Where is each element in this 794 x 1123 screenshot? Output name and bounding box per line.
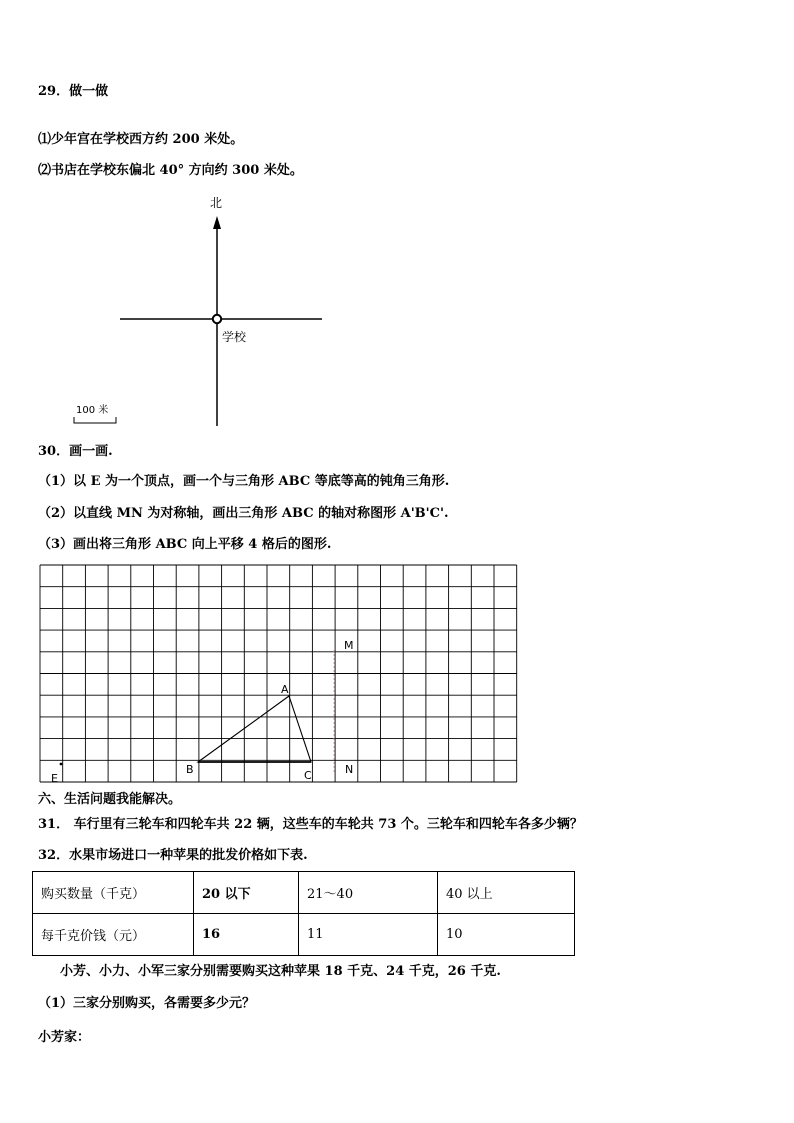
q32-intro: 32．水果市场进口一种苹果的批发价格如下表. (38, 848, 308, 863)
table-cell: 购买数量（千克） (33, 872, 194, 914)
q32-description: 小芳、小力、小军三家分别需要购买这种苹果 18 千克、24 千克，26 千克. (60, 964, 501, 979)
scale-label: 100 米 (76, 405, 109, 416)
label-a: A (281, 683, 289, 696)
table-row (33, 914, 575, 956)
school-label: 学校 (222, 330, 247, 344)
table-cell: 16 (194, 914, 299, 956)
q30-title: 30．画一画. (38, 444, 113, 459)
q31-text: 31． 车行里有三轮车和四轮车共 22 辆，这些车的车轮共 73 个。三轮车和四轮车各多少辆？ (38, 817, 583, 832)
label-b: B (186, 763, 194, 776)
north-label: 北 (210, 196, 223, 210)
table-cell: 10 (438, 914, 575, 956)
section-6-title: 六、生活问题我能解决。 (38, 792, 182, 807)
price-table (32, 871, 575, 956)
label-n: N (345, 763, 354, 776)
q29-title: 29．做一做 (38, 84, 109, 99)
label-e: E (51, 772, 58, 785)
table-cell: 20 以下 (194, 872, 299, 914)
table-cell: 11 (299, 914, 438, 956)
grid-lines (40, 565, 517, 782)
q30-item-3: （3）画出将三角形 ABC 向上平移 4 格后的图形. (38, 537, 332, 552)
q29-item-1: ⑴少年宫在学校西方约 200 米处。 (38, 132, 244, 147)
triangle-abc (198, 696, 311, 762)
q32-answer-label: 小芳家： (38, 1030, 91, 1045)
q30-item-1: （1）以 E 为一个顶点，画一个与三角形 ABC 等底等高的钝角三角形. (38, 474, 450, 489)
table-cell: 每千克价钱（元） (33, 914, 194, 956)
table-cell: 21～40 (299, 872, 438, 914)
q29-item-2: ⑵书店在学校东偏北 40° 方向约 300 米处。 (38, 163, 303, 178)
q30-item-2: （2）以直线 MN 为对称轴，画出三角形 ABC 的轴对称图形 A'B'C'. (38, 506, 449, 521)
table-cell: 40 以上 (438, 872, 575, 914)
label-c: C (304, 769, 312, 782)
q32-sub-1: （1）三家分别购买，各需要多少元？ (38, 996, 256, 1011)
point-e (60, 763, 63, 766)
label-m: M (344, 639, 354, 652)
table-row (33, 872, 575, 914)
